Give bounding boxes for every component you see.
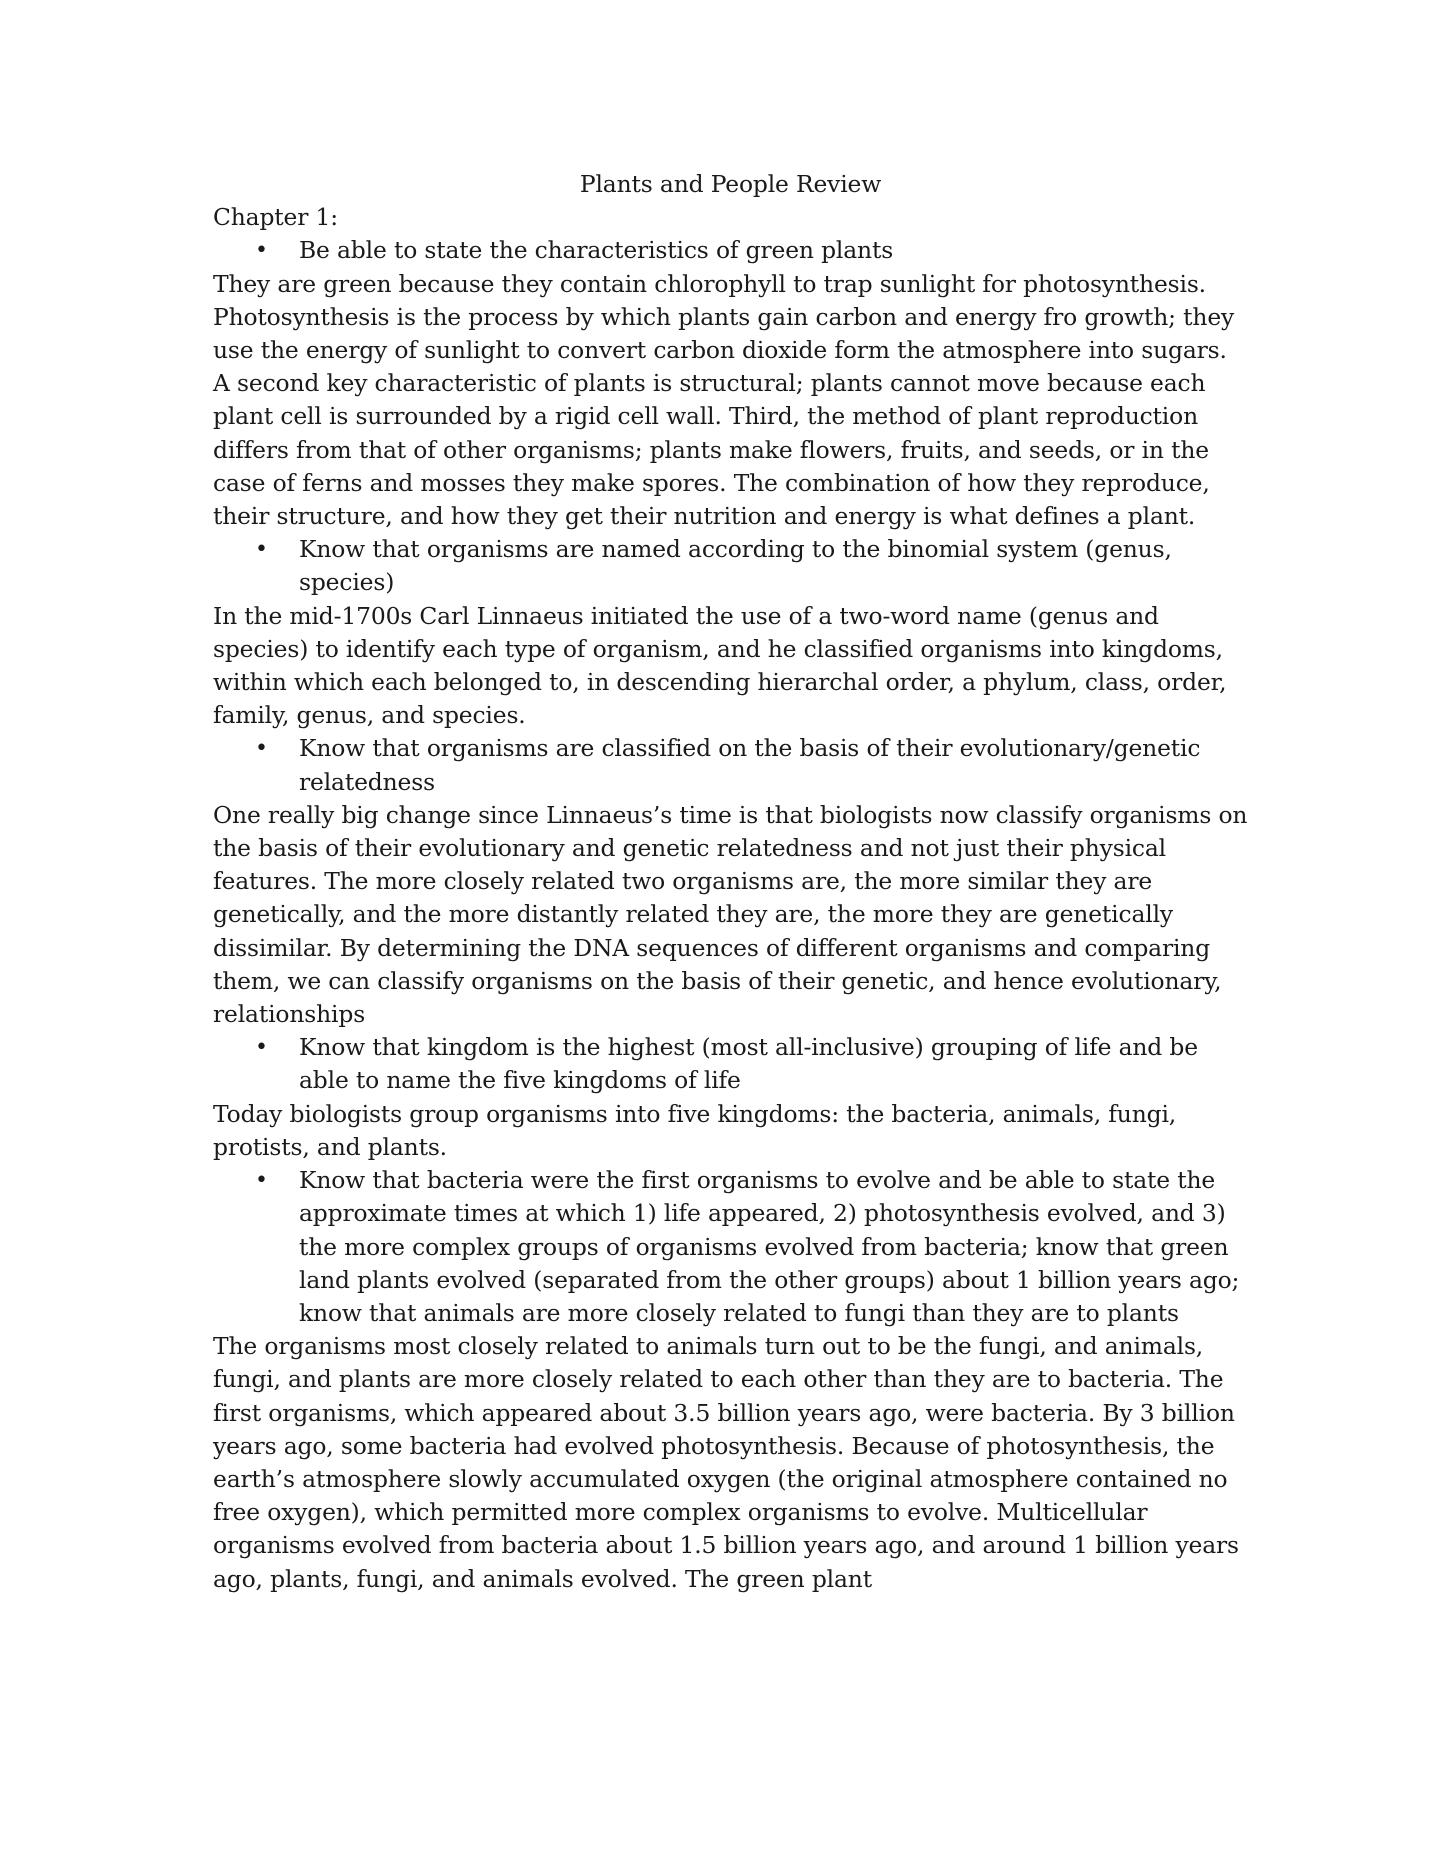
chapter-heading: Chapter 1: [213, 203, 339, 232]
bullet-icon: • [255, 238, 268, 264]
bullet-item [213, 732, 1248, 798]
bullet-text: Know that organisms are classified on the basis of their evolutionary/genetic relatedness [299, 734, 1201, 796]
section [213, 1164, 1248, 1596]
bullet-item [213, 1031, 1248, 1097]
answer-paragraph: In the mid-1700s Carl Linnaeus initiated the use of a two-word name (genus and species) to identify each type of organism, and he classified organisms into kingdoms, within which each belonged to, in descending hierarchal order, a phylum, class, order, family, genus, and species. [213, 601, 1227, 730]
section [213, 1031, 1248, 1164]
bullet-text: Know that bacteria were the first organisms to evolve and be able to state the approximate times at which 1) life appeared, 2) photosynthesis evolved, and 3) the more complex groups of organisms evolved from bacteria; know that green land plants evolved (separated from the other groups) about 1 billion years ago; know that animals are more closely related to fungi than they are to plants [299, 1166, 1240, 1327]
bullet-text: Know that kingdom is the highest (most all-inclusive) grouping of life and be able to name the five kingdoms of life [299, 1033, 1198, 1095]
bullet-icon: • [255, 736, 268, 762]
answer-paragraph: They are green because they contain chlorophyll to trap sunlight for photosynthesis. Photosynthesis is the process by which plants gain carbon and energy fro growth; they use the energy of sunlight to convert carbon dioxide form the atmosphere into sugars. A second key characteristic of plants is structural; plants cannot move because each plant cell is surrounded by a rigid cell wall. Third, the method of plant reproduction differs from that of other organisms; plants make flowers, fruits, and seeds, or in the case of ferns and mosses they make spores. The combination of how they reproduce, their structure, and how they get their nutrition and energy is what defines a plant. [213, 269, 1235, 531]
bullet-text: Know that organisms are named according to the binomial system (genus, species) [299, 535, 1172, 597]
answer-paragraph: One really big change since Linnaeus’s time is that biologists now classify organisms on the basis of their evolutionary and genetic relatedness and not just their physical features. The more closely related two organisms are, the more similar they are genetically, and the more distantly related they are, the more they are genetically dissimilar. By determining the DNA sequences of different organisms and comparing them, we can classify organisms on the basis of their genetic, and hence evolutionary, relationships [213, 800, 1248, 1029]
section [213, 533, 1248, 732]
document-body [213, 168, 1248, 1596]
bullet-icon: • [255, 1035, 268, 1061]
bullet-icon: • [255, 537, 268, 563]
document-title: Plants and People Review [579, 170, 882, 198]
answer-paragraph: The organisms most closely related to animals turn out to be the fungi, and animals, fungi, and plants are more closely related to each other than they are to bacteria. The first organisms, which appeared about 3.5 billion years ago, were bacteria. By 3 billion years ago, some bacteria had evolved photosynthesis. Because of photosynthesis, the earth’s atmosphere slowly accumulated oxygen (the original atmosphere contained no free oxygen), which permitted more complex organisms to evolve. Multicellular organisms evolved from bacteria about 1.5 billion years ago, and around 1 billion years ago, plants, fungi, and animals evolved. The green plant [213, 1332, 1239, 1593]
section [213, 234, 1248, 533]
bullet-item [213, 1164, 1248, 1330]
section [213, 732, 1248, 1031]
bullet-item [213, 234, 1248, 267]
bullet-text: Be able to state the characteristics of green plants [299, 236, 894, 265]
answer-paragraph: Today biologists group organisms into five kingdoms: the bacteria, animals, fungi, protists, and plants. [213, 1099, 1177, 1161]
bullet-icon: • [255, 1168, 268, 1194]
bullet-item [213, 533, 1248, 599]
